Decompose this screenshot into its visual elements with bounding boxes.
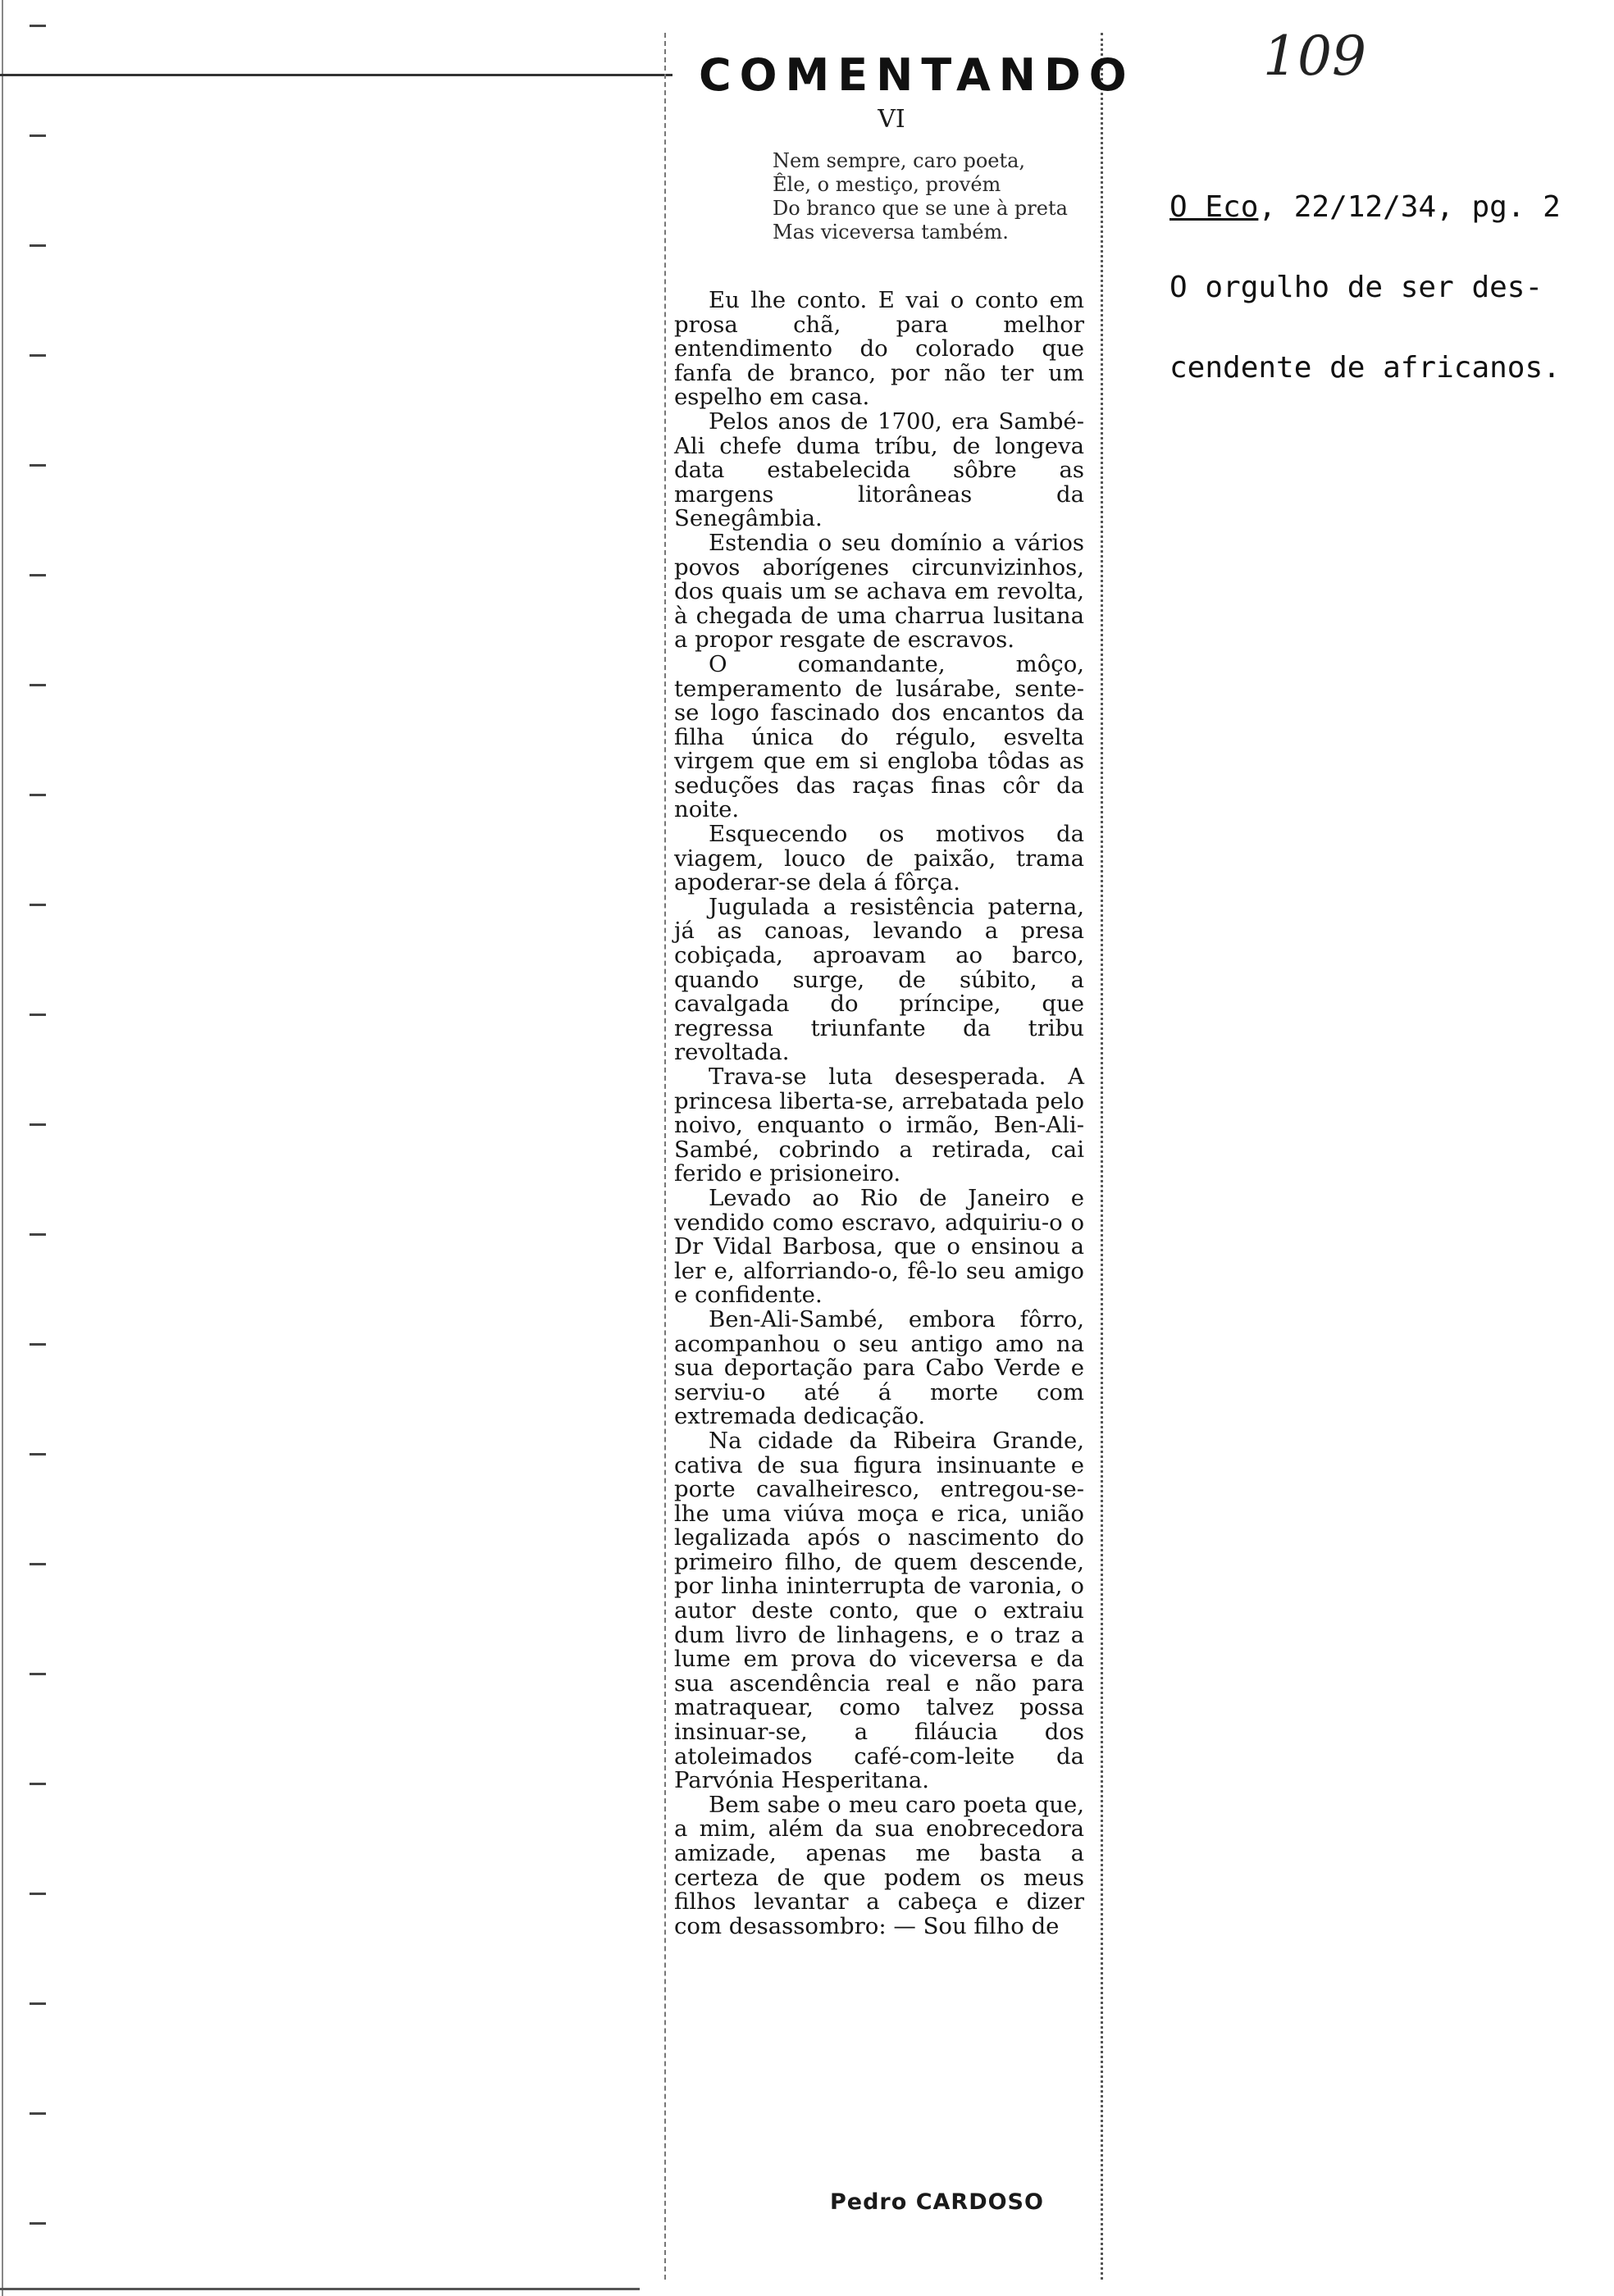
annotation-line-3: cendente de africanos. [1169, 351, 1561, 385]
paragraph: Eu lhe conto. E vai o conto em prosa chã, para melhor entendimento do colorado que fanfa de branco, por não ter um espelho em casa. [674, 287, 1084, 411]
margin-tick [30, 25, 46, 27]
margin-tick [30, 1673, 46, 1675]
handwritten-page-number: 109 [1263, 25, 1366, 88]
scan-top-rule [0, 74, 672, 76]
margin-tick [30, 1563, 46, 1565]
paragraph: O comandante, môço, temperamento de lusárabe, sente-se logo fascinado dos encantos da filha única do régulo, esvelta virgem que em si engloba tôdas as seduções das raças finas côr da noite. [674, 650, 1084, 823]
margin-tick [30, 2222, 46, 2225]
margin-tick [30, 1893, 46, 1895]
margin-tick [30, 1014, 46, 1016]
paragraph: Bem sabe o meu caro poeta que, a mim, além da sua enobrecedora amizade, apenas me basta a certeza de que podem os meus filhos levantar a cabeça e dizer com desassombro: — Sou filho de [674, 1791, 1084, 1939]
margin-tick [30, 244, 46, 247]
paragraph: Levado ao Rio de Janeiro e vendido como escravo, adquiriu-o o Dr Vidal Barbosa, que o ensinou a ler e, alforriando-o, fê-lo seu amigo e confidente. [674, 1184, 1084, 1309]
margin-tick [30, 1233, 46, 1236]
annotation-line-1 [1169, 190, 1561, 271]
margin-tick [30, 1453, 46, 1456]
paragraph: Ben-Ali-Sambé, embora fôrro, acompanhou o seu antigo amo na sua deportação para Cabo Verde e serviu-o até á morte com extremada dedicação. [674, 1305, 1084, 1430]
scan-left-edge [2, 0, 3, 2296]
author-signature: Pedro CARDOSO [830, 2189, 1044, 2215]
paragraph: Na cidade da Ribeira Grande, cativa de sua figura insinuante e porte cavalheiresco, entregou-se-lhe uma viúva moça e rica, união legalizada após o nascimento do primeiro filho, de quem descende, por linha ininterrupta de varonia, o autor deste conto, que o extraiu dum livro de linhagens, e o traz a lume em prova do viceversa e da sua ascendência real e não para matraquear, como talvez possa insinuar-se, a filáucia dos atoleimados café-com-leite da Parvónia Hesperitana. [674, 1427, 1084, 1794]
annotation-source: O Eco [1169, 190, 1259, 224]
paragraph: Trava-se luta desesperada. A princesa liberta-se, arrebatada pelo noivo, enquanto o irmão, Ben-Ali-Sambé, cobrindo a retirada, cai ferido e prisioneiro. [674, 1064, 1084, 1187]
margin-tick [30, 1783, 46, 1785]
article-title: COMENTANDO [699, 49, 1135, 101]
margin-tick [30, 904, 46, 906]
paragraph: Estendia o seu domínio a vários povos aborígenes circunvizinhos, dos quais um se achava em revolta, à chegada de uma charrua lusitana a propor resgate de escravos. [674, 529, 1084, 654]
article-body [674, 289, 1084, 1938]
annotation-date: , 22/12/34, pg. 2 [1258, 190, 1561, 224]
paragraph: Jugulada a resistência paterna, já as canoas, levando a presa cobiçada, aproavam ao barco, quando surge, de súbito, a cavalgada do príncipe, que regressa triunfante da tribu revoltada. [674, 893, 1084, 1066]
margin-tick [30, 134, 46, 137]
paragraph: Esquecendo os motivos da viagem, louco de paixão, trama apoderar-se dela á fôrça. [674, 821, 1084, 896]
epigraph-verse [773, 149, 1092, 244]
verse-line: Mas viceversa também. [773, 221, 1009, 244]
margin-tick [30, 2002, 46, 2005]
verse-line: Do branco que se une à preta [773, 197, 1068, 220]
margin-tick [30, 464, 46, 467]
typed-annotation [1169, 190, 1561, 431]
margin-tick [30, 2112, 46, 2115]
verse-line: Êle, o mestiço, provém [773, 173, 1001, 196]
scan-bottom-rule [0, 2288, 640, 2290]
paragraph: Pelos anos de 1700, era Sambé-Ali chefe duma tríbu, de longeva data estabelecida sôbre as margens litorâneas da Senegâmbia. [674, 408, 1084, 532]
margin-tick [30, 794, 46, 796]
margin-tick [30, 354, 46, 357]
margin-tick [30, 574, 46, 576]
verse-line: Nem sempre, caro poeta, [773, 149, 1026, 172]
margin-tick [30, 684, 46, 686]
margin-tick [30, 1343, 46, 1346]
article-number: VI [878, 105, 905, 134]
annotation-line-2: O orgulho de ser des- [1169, 271, 1543, 304]
newspaper-clipping [664, 33, 1135, 2280]
margin-tick [30, 1123, 46, 1126]
